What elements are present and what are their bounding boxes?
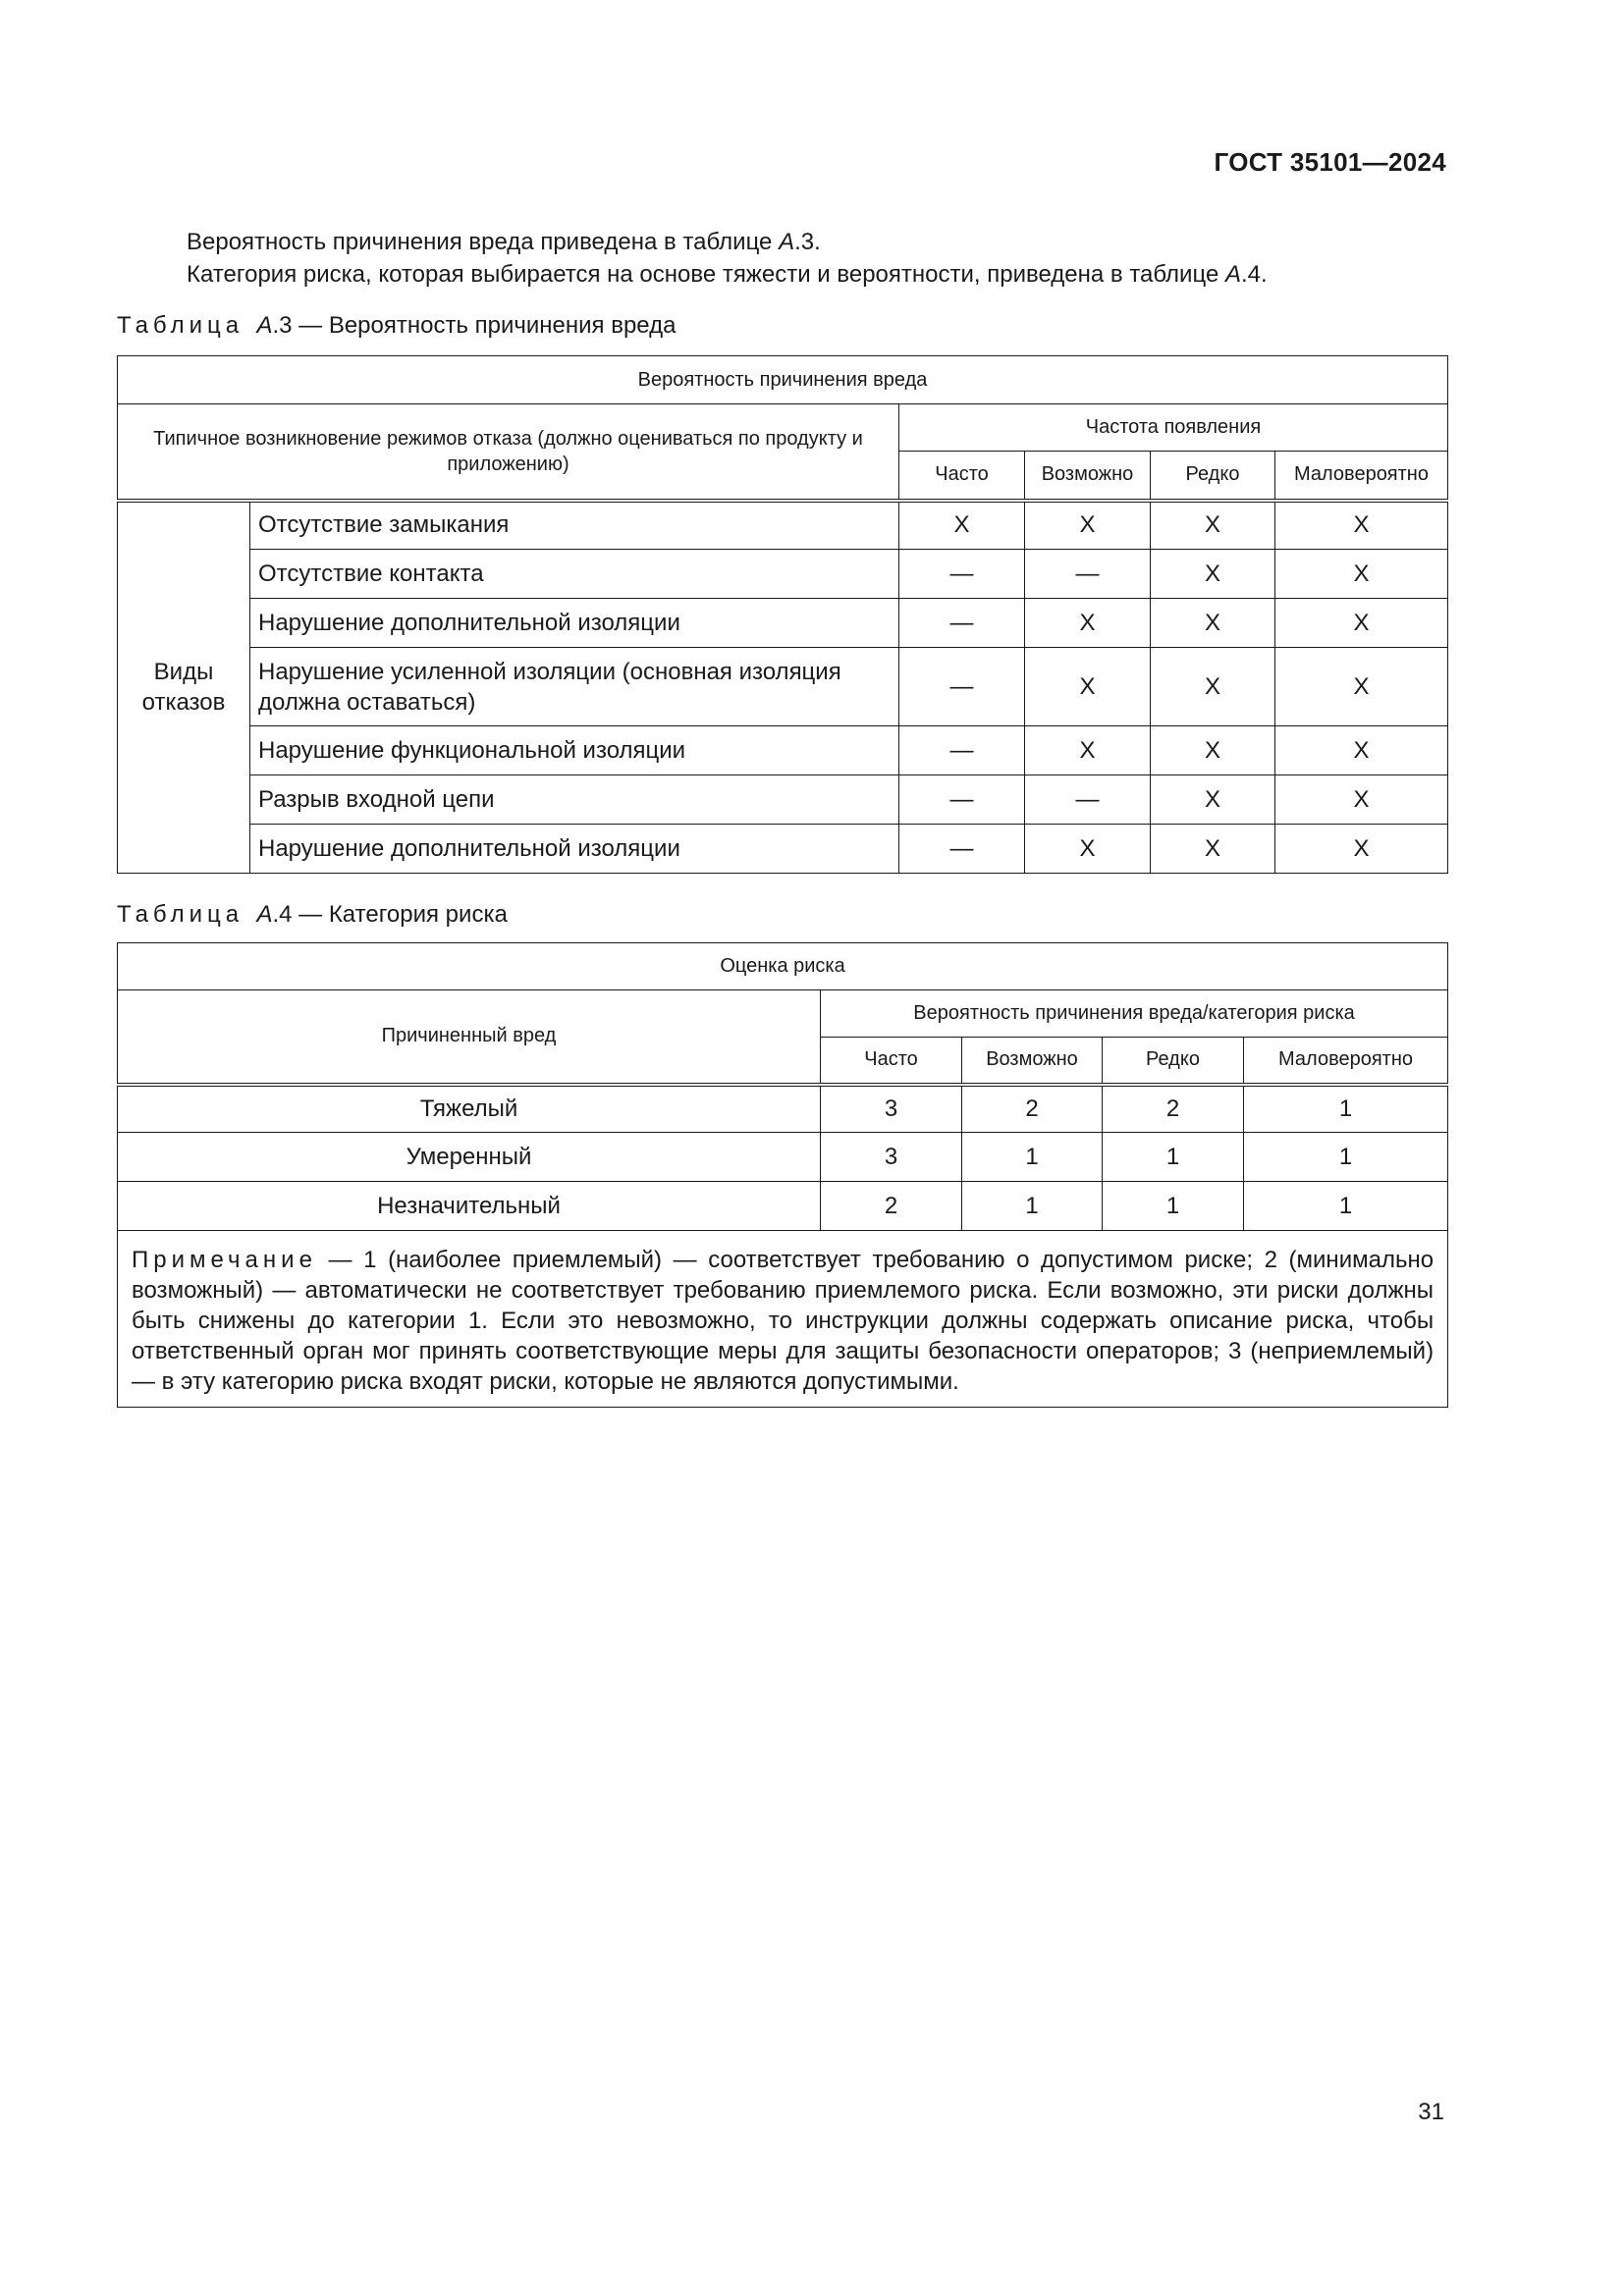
table-cell: X <box>1025 599 1151 648</box>
table-a3-title-row <box>118 356 1448 404</box>
table-cell-label: Нарушение функциональной изоляции <box>250 726 899 775</box>
table-row <box>118 1085 1448 1133</box>
intro-text <box>187 226 1268 291</box>
table-a3-header-row <box>118 404 1448 452</box>
table-a4-col-header: Редко <box>1103 1038 1244 1085</box>
table-cell: — <box>899 775 1025 825</box>
table-cell: X <box>1275 825 1448 874</box>
table-cell: X <box>1025 825 1151 874</box>
table-row <box>118 775 1448 825</box>
page-number: 31 <box>1418 2099 1444 2125</box>
table-a4-title-row <box>118 943 1448 990</box>
table-a3-col-header: Маловероятно <box>1275 452 1448 501</box>
table-a3-group-label: Виды отказов <box>118 501 250 874</box>
table-cell: — <box>899 550 1025 599</box>
table-cell: 2 <box>962 1085 1103 1133</box>
table-cell: X <box>1151 775 1275 825</box>
table-a3-col-header: Редко <box>1151 452 1275 501</box>
document-code: ГОСТ 35101—2024 <box>1214 147 1446 177</box>
table-a3-caption: Таблица А.3 — Вероятность причинения вреда <box>117 312 677 339</box>
table-a3-row-header: Типичное возникновение режимов отказа (должно оцениваться по продукту и приложению) <box>118 404 899 501</box>
table-cell: X <box>899 501 1025 550</box>
table-cell: 1 <box>1103 1182 1244 1231</box>
table-cell-label: Отсутствие контакта <box>250 550 899 599</box>
table-cell: 1 <box>1103 1133 1244 1182</box>
table-cell: 1 <box>1244 1085 1448 1133</box>
table-cell: — <box>899 648 1025 726</box>
table-a4-col-header: Маловероятно <box>1244 1038 1448 1085</box>
table-a4-prob-header: Вероятность причинения вреда/категория риска <box>821 990 1448 1038</box>
intro-line-2: Категория риска, которая выбирается на основе тяжести и вероятности, приведена в таблице А.4. <box>187 261 1268 288</box>
table-cell-label: Отсутствие замыкания <box>250 501 899 550</box>
table-a3-col-header: Часто <box>899 452 1025 501</box>
table-row <box>118 825 1448 874</box>
table-cell: X <box>1025 501 1151 550</box>
table-cell-label: Умеренный <box>118 1133 821 1182</box>
table-cell: X <box>1275 726 1448 775</box>
table-row <box>118 648 1448 726</box>
table-cell: 1 <box>962 1182 1103 1231</box>
table-row <box>118 501 1448 550</box>
table-cell: 2 <box>1103 1085 1244 1133</box>
table-cell-label: Нарушение усиленной изоляции (основная изоляция должна оставаться) <box>250 648 899 726</box>
table-cell: X <box>1151 599 1275 648</box>
table-a4-note-row <box>118 1231 1448 1408</box>
table-cell: X <box>1275 599 1448 648</box>
table-cell-label: Тяжелый <box>118 1085 821 1133</box>
table-cell: X <box>1275 501 1448 550</box>
table-a3-col-header: Возможно <box>1025 452 1151 501</box>
table-row <box>118 726 1448 775</box>
table-a4 <box>117 942 1448 1408</box>
table-a4-col-header: Часто <box>821 1038 962 1085</box>
table-row <box>118 1182 1448 1231</box>
table-cell: X <box>1025 726 1151 775</box>
table-a4-row-header: Причиненный вред <box>118 990 821 1085</box>
table-cell: X <box>1151 550 1275 599</box>
table-a3 <box>117 355 1448 874</box>
table-cell: X <box>1151 501 1275 550</box>
table-a4-title: Оценка риска <box>118 943 1448 990</box>
table-row <box>118 550 1448 599</box>
table-cell: — <box>899 726 1025 775</box>
table-cell-label: Разрыв входной цепи <box>250 775 899 825</box>
table-row <box>118 1133 1448 1182</box>
table-cell: 2 <box>821 1182 962 1231</box>
table-row <box>118 599 1448 648</box>
table-cell: — <box>1025 550 1151 599</box>
table-cell: 1 <box>962 1133 1103 1182</box>
note-text: — 1 (наиболее приемлемый) — соответствует требованию о допустимом риске; 2 (минимально возможный) — автоматически не соответствует требованию приемлемого риска. Если возможно, эти риски должны быть снижены до категории 1. Если это невозможно, то инструкции должны содержать описание риска, чтобы ответственный орган мог принять соответствующие меры для защиты безопасности операторов; 3 (неприемлемый) — в эту категорию риска входят риски, которые не являются допустимыми. <box>132 1247 1435 1395</box>
table-cell-label: Нарушение дополнительной изоляции <box>250 825 899 874</box>
table-cell-label: Нарушение дополнительной изоляции <box>250 599 899 648</box>
table-cell: X <box>1275 775 1448 825</box>
table-cell: X <box>1151 825 1275 874</box>
note-label: Примечание <box>132 1247 317 1273</box>
table-cell: X <box>1275 648 1448 726</box>
table-a3-freq-header: Частота появления <box>899 404 1448 452</box>
table-a3-title: Вероятность причинения вреда <box>118 356 1448 404</box>
table-cell: — <box>1025 775 1151 825</box>
table-a4-col-header: Возможно <box>962 1038 1103 1085</box>
table-cell: 1 <box>1244 1182 1448 1231</box>
table-cell: X <box>1151 726 1275 775</box>
table-a4-header-row <box>118 990 1448 1038</box>
table-cell: X <box>1275 550 1448 599</box>
table-cell: 1 <box>1244 1133 1448 1182</box>
table-cell: 3 <box>821 1133 962 1182</box>
intro-line-1: Вероятность причинения вреда приведена в таблице А.3. <box>187 229 821 255</box>
table-cell-label: Незначительный <box>118 1182 821 1231</box>
table-cell: — <box>899 825 1025 874</box>
table-cell: 3 <box>821 1085 962 1133</box>
table-cell: — <box>899 599 1025 648</box>
table-cell: X <box>1151 648 1275 726</box>
table-cell: X <box>1025 648 1151 726</box>
table-a4-caption: Таблица А.4 — Категория риска <box>117 901 508 928</box>
table-a4-note <box>118 1231 1448 1408</box>
